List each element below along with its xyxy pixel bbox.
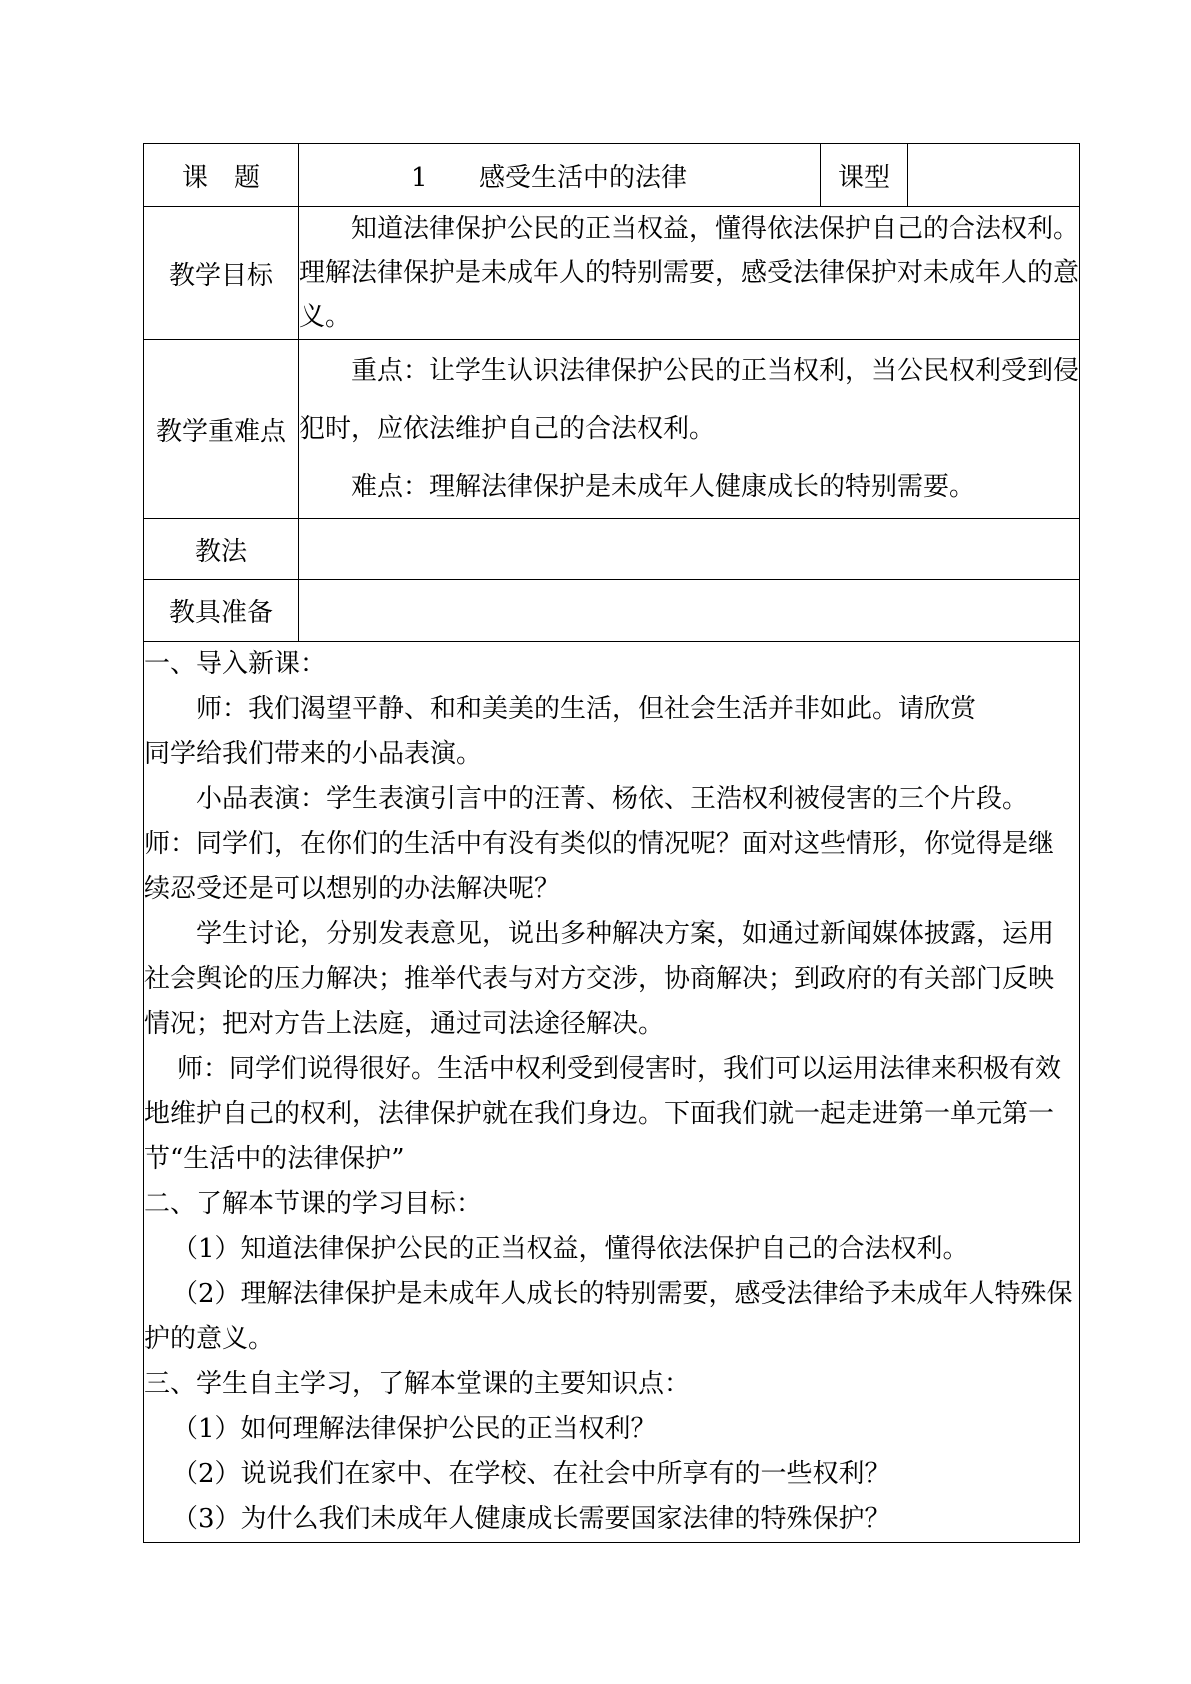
section-1-para-4: 学生讨论，分别发表意见，说出多种解决方案，如通过新闻媒体披露，运用社会舆论的压力解决；推举代表与对方交涉，协商解决；到政府的有关部门反映情况；把对方告上法庭，通过司法途径解决。 xyxy=(144,919,1055,1039)
tools-label: 教具准备 xyxy=(144,580,299,642)
section-1-para-2: 小品表演：学生表演引言中的汪菁、杨依、王浩权利被侵害的三个片段。 xyxy=(196,784,1029,814)
method-row xyxy=(144,519,1080,580)
tools-row xyxy=(144,580,1080,642)
section-3-item-2: （2）说说我们在家中、在学校、在社会中所享有的一些权利？ xyxy=(172,1459,891,1489)
key-focus: 重点：让学生认识法律保护公民的正当权利，当公民权利受到侵犯时，应依法维护自己的合法权利。 xyxy=(299,356,1080,444)
lesson-plan-table xyxy=(143,143,1080,1543)
objectives-label: 教学目标 xyxy=(144,207,299,340)
key-difficulty: 难点：理解法律保护是未成年人健康成长的特别需要。 xyxy=(351,472,976,502)
key-points-label: 教学重难点 xyxy=(144,340,299,519)
method-label: 教法 xyxy=(144,519,299,580)
section-1-title: 一、导入新课： xyxy=(144,649,327,679)
type-label: 课型 xyxy=(821,144,908,207)
topic-label: 课 题 xyxy=(144,144,299,207)
section-3-item-1: （1）如何理解法律保护公民的正当权利？ xyxy=(172,1414,657,1444)
section-1-para-3: 师：同学们，在你们的生活中有没有类似的情况呢？面对这些情形，你觉得是继续忍受还是可以想别的办法解决呢？ xyxy=(144,829,1055,904)
section-2-title: 二、了解本节课的学习目标： xyxy=(144,1189,483,1219)
section-3-item-3: （3）为什么我们未成年人健康成长需要国家法律的特殊保护？ xyxy=(172,1504,891,1534)
key-points-cell xyxy=(299,340,1080,519)
tools-value xyxy=(299,580,1080,642)
section-1-para-5: 师：同学们说得很好。生活中权利受到侵害时，我们可以运用法律来积极有效地维护自己的权利，法律保护就在我们身边。下面我们就一起走进第一单元第一节“生活中的法律保护” xyxy=(144,1054,1062,1174)
key-points-row xyxy=(144,340,1080,519)
section-3-title: 三、学生自主学习，了解本堂课的主要知识点： xyxy=(144,1369,691,1399)
type-value xyxy=(908,144,1080,207)
section-1-para-1: 师：我们渴望平静、和和美美的生活，但社会生活并非如此。请欣赏 xyxy=(196,694,977,724)
lesson-title-cell xyxy=(299,144,821,207)
objectives-row xyxy=(144,207,1080,340)
section-2-item-1: （1）知道法律保护公民的正当权益，懂得依法保护自己的合法权利。 xyxy=(172,1234,969,1264)
objectives-text: 知道法律保护公民的正当权益，懂得依法保护自己的合法权利。理解法律保护是未成年人的特别需要，感受法律保护对未成年人的意义。 xyxy=(299,214,1080,332)
lesson-plan-sheet xyxy=(143,143,1079,1543)
lesson-number: 1 xyxy=(411,162,428,193)
section-2-item-2: （2）理解法律保护是未成年人成长的特别需要，感受法律给予未成年人特殊保护的意义。 xyxy=(144,1279,1073,1354)
method-value xyxy=(299,519,1080,580)
title-row xyxy=(144,144,1080,207)
lesson-title: 感受生活中的法律 xyxy=(479,162,688,193)
process-row xyxy=(144,642,1080,1543)
teaching-process-cell xyxy=(144,642,1080,1543)
section-1-para-1b: 同学给我们带来的小品表演。 xyxy=(144,739,483,769)
objectives-cell xyxy=(299,207,1080,340)
